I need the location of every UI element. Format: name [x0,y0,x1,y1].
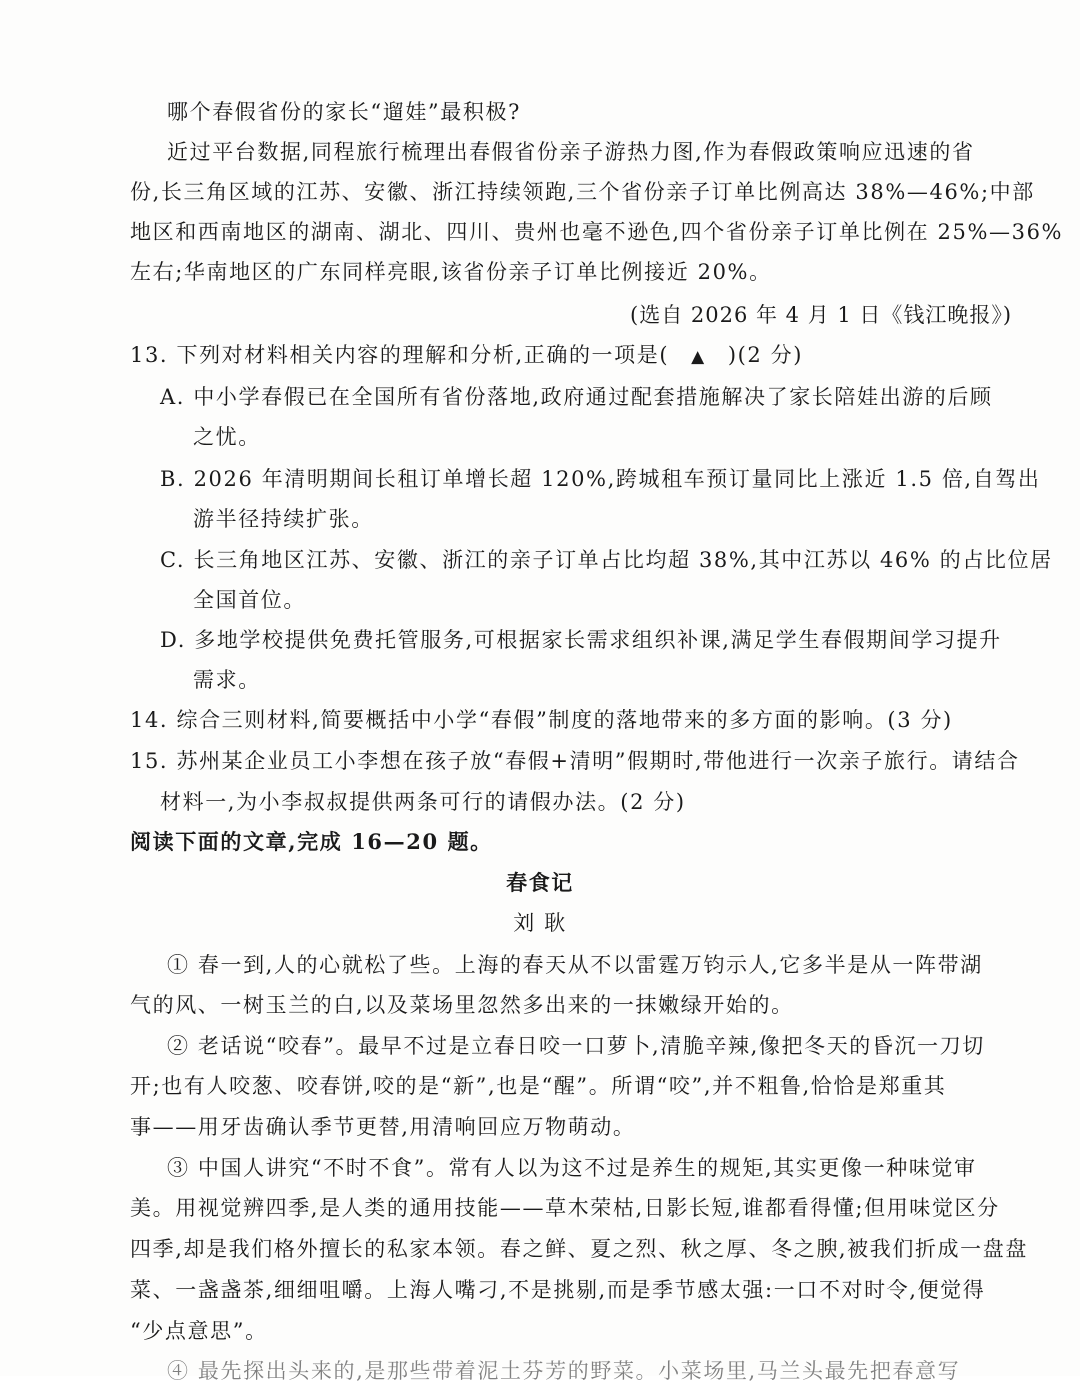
article-paragraph-line: ① 春一到,人的心就松了些。上海的春天从不以雷霆万钧示人,它多半是从一阵带湖 [167,953,983,977]
article-paragraph-line: 美。用视觉辨四季,是人类的通用技能——草木荣枯,日影长短,谁都看得懂;但用味觉区分 [130,1196,1000,1220]
question-13-stem-text: 13. 下列对材料相关内容的理解和分析,正确的一项是( [130,343,670,367]
article-paragraph-line: ② 老话说“咬春”。最早不过是立春日咬一口萝卜,清脆辛辣,像把冬天的昏沉一刀切 [167,1034,985,1058]
article-author: 刘 耿 [513,911,567,935]
material3-line: 近过平台数据,同程旅行梳理出春假省份亲子游热力图,作为春假政策响应迅速的省 [167,140,975,164]
reading-instruction: 阅读下面的文章,完成 16—20 题。 [130,829,493,854]
question-13-option-d: D. 多地学校提供免费托管服务,可根据家长需求组织补课,满足学生春假期间学习提升 [160,628,1002,652]
article-paragraph-line: 气的风、一树玉兰的白,以及菜场里忽然多出来的一抹嫩绿开始的。 [130,993,794,1017]
question-13-option-a-cont: 之忧。 [193,425,261,449]
question-13-score: )(2 分) [727,343,804,367]
material3-source: (选自 2026 年 4 月 1 日《钱江晚报》) [630,303,1013,327]
article-paragraph-line: 事——用牙齿确认季节更替,用清响回应万物萌动。 [130,1115,636,1139]
question-13-option-c-cont: 全国首位。 [193,588,306,612]
question-13-option-b-cont: 游半径持续扩张。 [193,507,374,531]
question-15-cont: 材料一,为小李叔叔提供两条可行的请假办法。(2 分) [160,790,686,814]
article-paragraph-line: 菜、一盏盏茶,细细咀嚼。上海人嘴刁,不是挑剔,而是季节感太强:一口不对时令,便觉得 [130,1278,986,1302]
article-paragraph-line: ③ 中国人讲究“不时不食”。常有人以为这不过是养生的规矩,其实更像一种味觉审 [167,1156,977,1180]
article-paragraph-line: 四季,却是我们格外擅长的私家本领。春之鲜、夏之烈、秋之厚、冬之腴,被我们折成一盘盘 [130,1237,1028,1261]
question-13-stem [130,340,803,372]
question-13-option-d-cont: 需求。 [193,668,261,692]
material3-line: 份,长三角区域的江苏、安徽、浙江持续领跑,三个省份亲子订单比例高达 38%—46%;中部 [130,180,1035,204]
article-paragraph-line: “少点意思”。 [130,1319,268,1343]
article-title: 春食记 [506,870,574,895]
question-13-option-a: A. 中小学春假已在全国所有省份落地,政府通过配套措施解决了家长陪娃出游的后顾 [160,385,993,409]
question-13-option-b: B. 2026 年清明期间长租订单增长超 120%,跨城租车预订量同比上涨近 1.5 倍,自驾出 [160,467,1041,491]
question-13-option-c: C. 长三角地区江苏、安徽、浙江的亲子订单占比均超 38%,其中江苏以 46% 的占比位居 [160,548,1053,572]
material3-heading: 哪个春假省份的家长“遛娃”最积极? [167,100,521,124]
material3-line: 地区和西南地区的湖南、湖北、四川、贵州也毫不逊色,四个省份亲子订单比例在 25%—36% [130,220,1064,244]
material3-line: 左右;华南地区的广东同样亮眼,该省份亲子订单比例接近 20%。 [130,260,772,284]
question-14: 14. 综合三则材料,简要概括中小学“春假”制度的落地带来的多方面的影响。(3 分) [130,708,953,732]
article-paragraph-line: ④ 最先探出头来的,是那些带着泥土芬芳的野菜。小菜场里,马兰头最先把春意写 [167,1359,961,1383]
question-15: 15. 苏州某企业员工小李想在孩子放“春假+清明”假期时,带他进行一次亲子旅行。请结合 [130,749,1020,773]
answer-blank-triangle-icon: ▲ [691,347,706,367]
article-paragraph-line: 开;也有人咬葱、咬春饼,咬的是“新”,也是“醒”。所谓“咬”,并不粗鲁,恰恰是郑重其 [130,1074,947,1098]
